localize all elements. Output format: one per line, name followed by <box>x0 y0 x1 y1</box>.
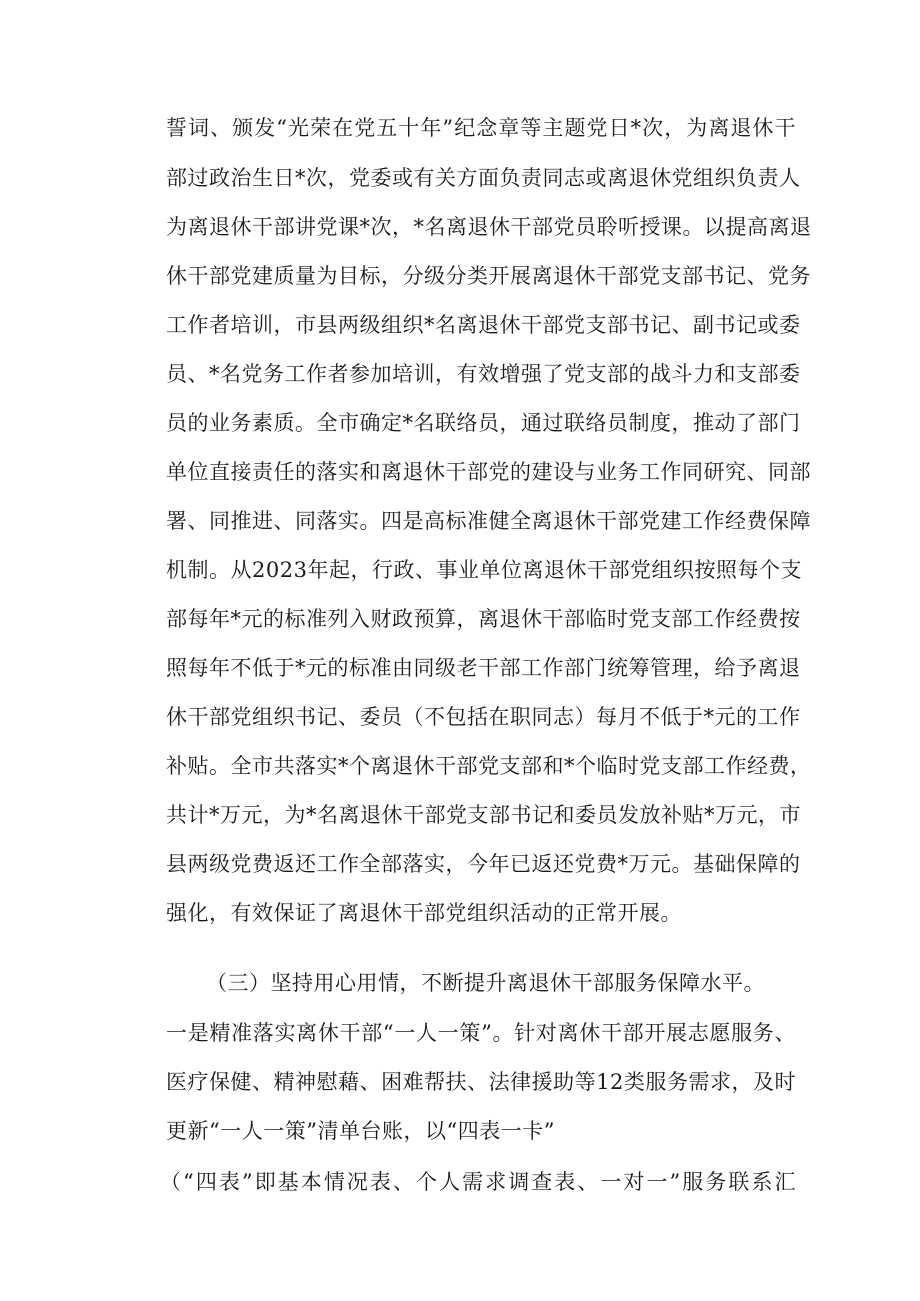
paragraph-1-line-13: 休干部党组织书记、委员（不包括在职同志）每月不低于*元的工作 <box>166 705 801 729</box>
paragraph-1-line-6: 员、*名党务工作者参加培训，有效增强了党支部的战斗力和支部委 <box>166 362 801 386</box>
paragraph-1-line-14: 补贴。全市共落实*个离退休干部党支部和*个临时党支部工作经费， <box>166 754 812 778</box>
paragraph-1-line-2: 部过政治生日*次，党委或有关方面负责同志或离退休党组织负责人 <box>166 166 801 190</box>
paragraph-1-line-11: 部每年*元的标准列入财政预算，离退休干部临时党支部工作经费按 <box>166 607 801 631</box>
paragraph-2-line-1: 一是精准落实离休干部“一人一策”。针对离休干部开展志愿服务、 <box>166 1021 796 1045</box>
paragraph-3-line-1: （“四表”即基本情况表、个人需求调查表、一对一”服务联系汇 <box>160 1170 796 1194</box>
paragraph-1-line-17: 强化，有效保证了离退休干部党组织活动的正常开展。 <box>166 901 682 925</box>
paragraph-1-line-15: 共计*万元，为*名离退休干部党支部书记和委员发放补贴*万元，市 <box>166 803 801 827</box>
paragraph-1-line-10: 机制。从2023年起，行政、事业单位离退休干部党组织按照每个支 <box>166 558 802 582</box>
paragraph-1-line-7: 员的业务素质。全市确定*名联络员，通过联络员制度，推动了部门 <box>166 411 801 435</box>
paragraph-1-line-8: 单位直接责任的落实和离退休干部党的建设与业务工作同研究、同部 <box>166 460 811 484</box>
paragraph-1-line-3: 为离退休干部讲党课*次，*名离退休干部党员聆听授课。以提高离退 <box>166 215 812 239</box>
section-heading: （三）坚持用心用情，不断提升离退休干部服务保障水平。 <box>206 971 765 995</box>
paragraph-1-line-4: 休干部党建质量为目标，分级分类开展离退休干部党支部书记、党务 <box>166 264 811 288</box>
paragraph-2-line-2: 医疗保健、精神慰藉、困难帮扶、法律援助等12类服务需求，及时 <box>166 1070 796 1094</box>
paragraph-2-line-3: 更新“一人一策”清单台账，以“四表一卡” <box>166 1119 555 1143</box>
paragraph-1-line-5: 工作者培训，市县两级组织*名离退休干部党支部书记、副书记或委 <box>166 313 801 337</box>
paragraph-1-line-16: 县两级党费返还工作全部落实，今年已返还党费*万元。基础保障的 <box>166 852 801 876</box>
paragraph-1-line-9: 署、同推进、同落实。四是高标准健全离退休干部党建工作经费保障 <box>166 509 811 533</box>
paragraph-1-line-1: 誓词、颁发“光荣在党五十年”纪念章等主题党日*次，为离退休干 <box>166 116 796 140</box>
paragraph-1-line-12: 照每年不低于*元的标准由同级老干部工作部门统筹管理，给予离退 <box>166 656 801 680</box>
